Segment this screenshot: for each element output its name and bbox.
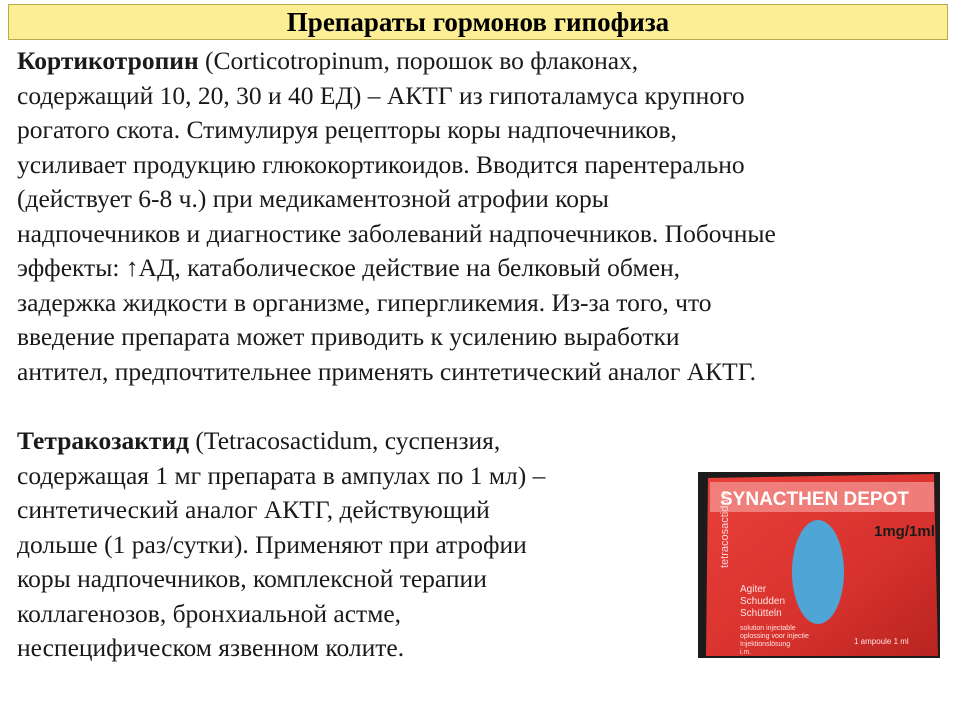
drug-name-corticotropin: Кортикотропин: [17, 46, 199, 75]
text-line: эффекты: ↑АД, катаболическое действие на белковый обмен,: [17, 253, 681, 282]
small-print-line: solution injectable: [740, 625, 796, 632]
corticotropin-paragraph: [17, 44, 776, 389]
brand-label: SYNACTHEN DEPOT: [720, 489, 909, 510]
slide-title: Препараты гормонов гипофиза: [8, 4, 948, 40]
dose-label: 1mg/1ml: [874, 523, 935, 540]
text-line: коры надпочечников, комплексной терапии: [17, 564, 487, 593]
text-line: неспецифическом язвенном колите.: [17, 633, 405, 662]
text-line: дольше (1 раз/сутки). Применяют при атрофии: [17, 529, 527, 559]
text-line-rest: (Corticotropinum, порошок во флаконах,: [198, 46, 639, 75]
text-line: введение препарата может приводить к усилению выработки: [17, 322, 680, 351]
text-line: синтетический аналог АКТГ, действующий: [17, 495, 490, 524]
drug-name-tetracosactide: Тетракозактид: [17, 426, 190, 455]
text-line: (действует 6-8 ч.) при медикаментозной атрофии коры: [17, 184, 609, 213]
text-line: [17, 424, 545, 459]
text-line: коллагенозов, бронхиальной астме,: [17, 598, 402, 628]
text-line-rest: (Tetracosactidum, суспензия,: [189, 426, 501, 455]
ampoule-label: 1 ampoule 1 ml: [854, 637, 909, 646]
small-print-line: Injektionslösung: [740, 641, 791, 648]
instruction-line: Agiter: [740, 584, 767, 595]
text-line: содержащий 10, 20, 30 и 40 ЕД) – АКТГ из гипоталамуса крупного: [17, 80, 745, 110]
text-line: антител, предпочтительнее применять синтетический аналог АКТГ.: [17, 356, 756, 386]
blue-oval-icon: [792, 520, 844, 624]
synacthen-box-photo: [698, 472, 940, 658]
instruction-line: Schütteln: [740, 608, 782, 619]
synacthen-box-illustration: [698, 472, 940, 658]
tetracosactide-paragraph: [17, 424, 545, 666]
text-line: рогатого скота. Стимулируя рецепторы коры надпочечников,: [17, 115, 677, 144]
small-print-line: i.m.: [740, 649, 752, 656]
instruction-line: Schudden: [740, 596, 786, 607]
text-line: [17, 44, 776, 79]
text-line: надпочечников и диагностике заболеваний надпочечников. Побочные: [17, 218, 776, 248]
text-line: содержащая 1 мг препарата в ампулах по 1 мл) –: [17, 460, 546, 490]
side-label: tetracosactidum: [719, 490, 731, 568]
text-line: задержка жидкости в организме, гипергликемия. Из-за того, что: [17, 287, 712, 317]
small-print-line: oplossing voor injectie: [740, 633, 809, 640]
text-line: усиливает продукцию глюкокортикоидов. Вводится парентерально: [17, 149, 745, 179]
